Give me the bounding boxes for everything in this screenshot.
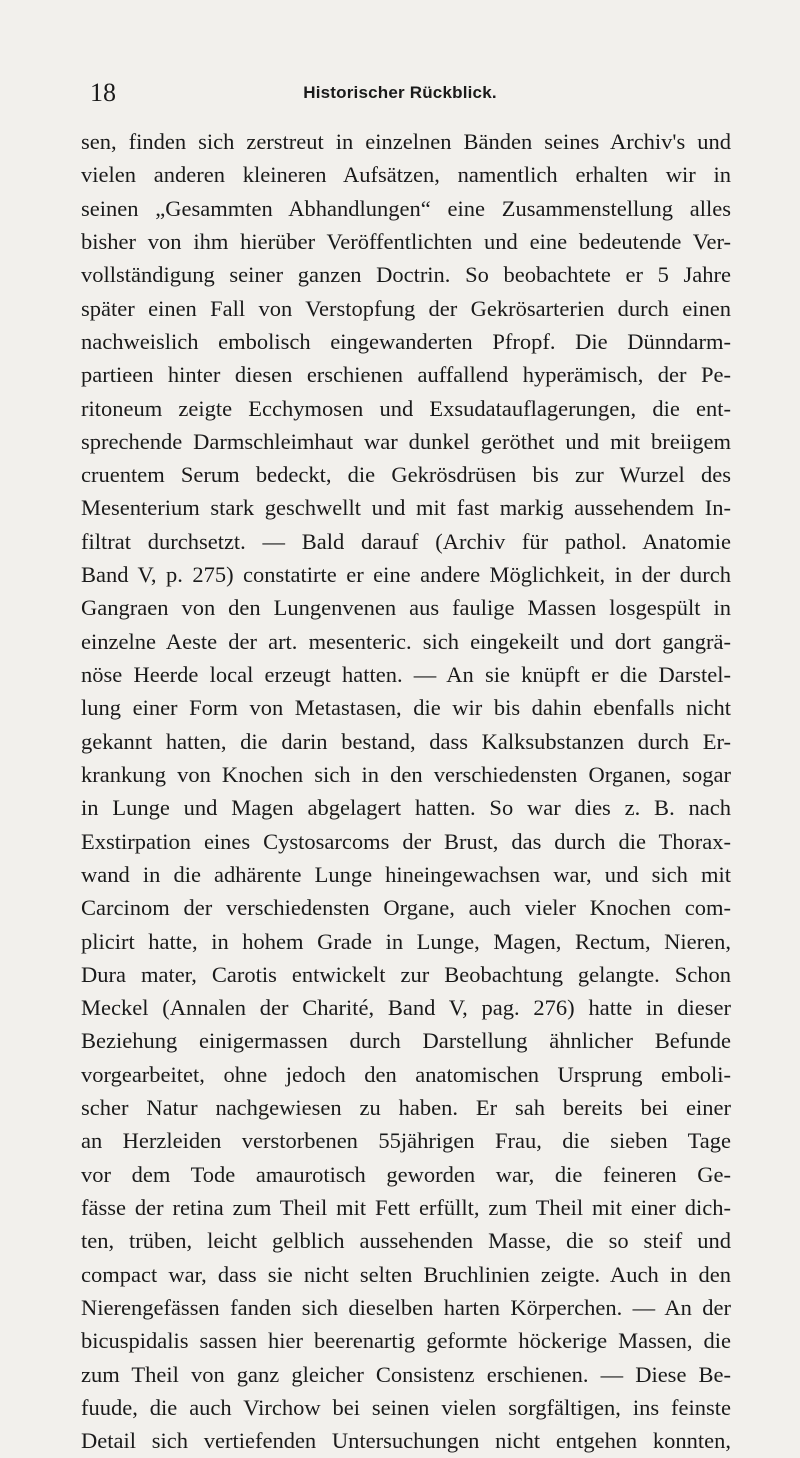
text-line: gekannt hatten, die darin bestand, dass Kalksubstanzen durch Er-: [81, 728, 731, 754]
text-line: vielen anderen kleineren Aufsätzen, namentlich erhalten wir in: [81, 162, 731, 188]
text-line: Carcinom der verschiedensten Organe, auch vieler Knochen com-: [81, 895, 731, 921]
text-line: Dura mater, Carotis entwickelt zur Beobachtung gelangte. Schon: [81, 961, 731, 987]
text-line: cruentem Serum bedeckt, die Gekrösdrüsen bis zur Wurzel des: [81, 462, 731, 488]
text-line: lung einer Form von Metastasen, die wir bis dahin ebenfalls nicht: [81, 695, 731, 721]
text-line: Mesenterium stark geschwellt und mit fast markig aussehendem In-: [81, 495, 731, 521]
text-line: sen, finden sich zerstreut in einzelnen Bänden seines Archiv's und: [81, 129, 731, 154]
text-line: compact war, dass sie nicht selten Bruchlinien zeigte. Auch in den: [81, 1261, 731, 1287]
text-line: Detail sich vertiefenden Untersuchungen nicht entgehen konnten,: [81, 1428, 731, 1454]
text-line: einzelne Aeste der art. mesenteric. sich eingekeilt und dort gangrä-: [81, 628, 731, 654]
text-line: zum Theil von ganz gleicher Consistenz erschienen. — Diese Be-: [81, 1361, 731, 1387]
text-line: plicirt hatte, in hohem Grade in Lunge, Magen, Rectum, Nieren,: [81, 928, 731, 954]
text-line: vor dem Tode amaurotisch geworden war, die feineren Ge-: [81, 1161, 731, 1187]
text-line: fässe der retina zum Theil mit Fett erfüllt, zum Theil mit einer dich-: [81, 1195, 731, 1220]
text-line: vollständigung seiner ganzen Doctrin. So beobachtete er 5 Jahre: [81, 262, 731, 288]
text-line: Exstirpation eines Cystosarcoms der Brust, das durch die Thorax-: [81, 828, 731, 854]
text-line: Meckel (Annalen der Charité, Band V, pag. 276) hatte in dieser: [81, 995, 731, 1021]
text-line: nöse Heerde local erzeugt hatten. — An sie knüpft er die Darstel-: [81, 662, 731, 687]
text-line: partieen hinter diesen erschienen auffallend hyperämisch, der Pe-: [81, 362, 731, 388]
text-line: an Herzleiden verstorbenen 55jährigen Frau, die sieben Tage: [81, 1128, 731, 1154]
text-line: Band V, p. 275) constatirte er eine andere Möglichkeit, in der durch: [81, 562, 731, 588]
text-line: bicuspidalis sassen hier beerenartig geformte höckerige Massen, die: [81, 1328, 731, 1354]
text-line: Beziehung einigermassen durch Darstellung ähnlicher Befunde: [81, 1028, 731, 1054]
text-line: bisher von ihm hierüber Veröffentlichten und eine bedeutende Ver-: [81, 228, 731, 254]
text-line: vorgearbeitet, ohne jedoch den anatomischen Ursprung emboli-: [81, 1061, 731, 1087]
text-line: fuude, die auch Virchow bei seinen vielen sorgfältigen, ins feinste: [81, 1394, 731, 1420]
text-line: nachweislich embolisch eingewanderten Pfropf. Die Dünndarm-: [81, 328, 731, 354]
text-line: filtrat durchsetzt. — Bald darauf (Archiv für pathol. Anatomie: [81, 528, 731, 554]
text-line: Gangraen von den Lungenvenen aus faulige Massen losgespült in: [81, 595, 731, 621]
page-number: 18: [90, 78, 116, 107]
text-line: ritoneum zeigte Ecchymosen und Exsudatauflagerungen, die ent-: [81, 395, 731, 421]
text-line: Nierengefässen fanden sich dieselben harten Körperchen. — An der: [81, 1294, 731, 1320]
page-header: [80, 78, 720, 118]
text-line: wand in die adhärente Lunge hineingewachsen war, und sich mit: [81, 861, 731, 887]
running-head: Historischer Rückblick.: [303, 83, 497, 102]
text-line: seinen „Gesammten Abhandlungen“ eine Zusammenstellung alles: [81, 195, 731, 221]
body-text: [81, 125, 731, 1458]
text-line: krankung von Knochen sich in den verschiedensten Organen, sogar: [81, 761, 731, 787]
text-line: ten, trüben, leicht gelblich aussehenden Masse, die so steif und: [81, 1228, 731, 1254]
text-line: sprechende Darmschleimhaut war dunkel geröthet und mit breiigem: [81, 428, 731, 454]
text-line: in Lunge und Magen abgelagert hatten. So war dies z. B. nach: [81, 795, 731, 821]
text-line: scher Natur nachgewiesen zu haben. Er sah bereits bei einer: [81, 1095, 731, 1121]
text-line: später einen Fall von Verstopfung der Gekrösarterien durch einen: [81, 295, 731, 321]
